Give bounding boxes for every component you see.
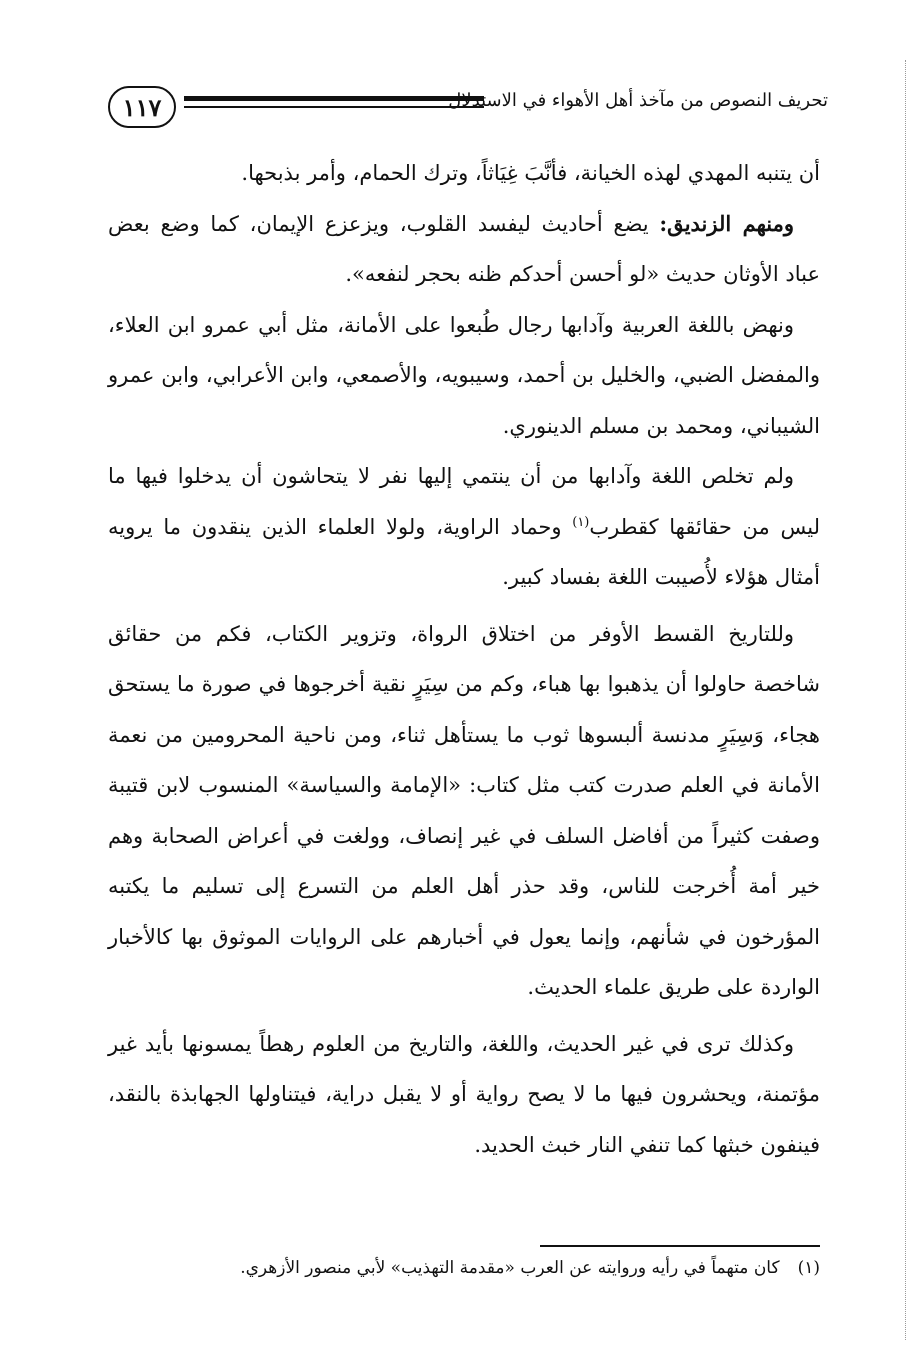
running-title: تحريف النصوص من مآخذ أهل الأهواء في الاستدلال [448,90,828,111]
paragraph-4-text-after: وحماد الراوية، ولولا العلماء الذين ينقدون ما يرويه أمثال هؤلاء لأُصيبت اللغة بفساد كبير. [108,514,820,589]
main-text [108,148,820,1170]
paragraph-4-text-before: ولم تخلص اللغة وآدابها من أن ينتمي إليها نفر لا يتحاشون أن يدخلوا فيها ما ليس من حقائقها كقطرب [108,464,820,539]
header-rule-thin [184,106,484,108]
footnote-text: كان متهماً في رأيه وروايته عن العرب «مقدمة التهذيب» لأبي منصور الأزهري. [240,1258,780,1278]
paragraph-2-text: يضع أحاديث ليفسد القلوب، ويزعزع الإيمان، كما وضع بعض عباد الأوثان حديث «لو أحسن أحدكم ظنه بحجر لنفعه». [108,211,820,286]
paragraph-6 [108,1019,820,1171]
footnote-separator [540,1245,820,1247]
paragraph-1-text: أن يتنبه المهدي لهذه الخيانة، فأنَّبَ غِيَاثاً، وترك الحمام، وأمر بذبحها. [241,161,820,185]
paragraph-1 [108,148,820,199]
page-header [108,86,828,130]
footnote-reference[interactable]: (١) [572,514,590,530]
paragraph-3 [108,300,820,452]
paragraph-6-text: وكذلك ترى في غير الحديث، واللغة، والتاريخ من العلوم رهطاً يمسونها بأيد غير مؤتمنة، ويحشرون فيها ما لا يصح رواية أو لا يقبل دراية، فيتناولها الجهابذة بالنقد، فينفون خبثها كما تنفي النار خبث الحديد. [108,1031,820,1157]
paragraph-2-lead: ومنهم الزنديق: [659,210,794,236]
paragraph-2 [108,199,820,300]
paragraph-5 [108,609,820,1013]
header-rule-thick [184,96,484,101]
paragraph-5-text: وللتاريخ القسط الأوفر من اختلاق الرواة، وتزوير الكتاب، فكم من حقائق شاخصة حاولوا أن يذهبوا بها هباء، وكم من سِيَرٍ نقية أخرجوها في صورة ما يستحق هجاء، وَسِيَرٍ مدنسة ألبسوها ثوب ما يستأهل ثناء، ومن ناحية المحرومين من نعمة الأمانة في العلم صدرت كتب مثل كتاب: «الإمامة والسياسة» المنسوب لابن قتيبة وصفت كثيراً من أفاضل السلف في غير إنصاف، وولغت في أعراض الصحابة وهم خير أمة أُخرجت للناس، وقد حذر أهل العلم من التسرع إلى تسليم ما يكتبه المؤرخون في شأنهم، وإنما يعول في أخبارهم على الروايات الموثوق بها كالأخبار الواردة على طريق علماء الحديث. [108,621,820,999]
page-number: ١١٧ [108,86,176,128]
footnote [108,1254,820,1282]
paragraph-3-text: ونهض باللغة العربية وآدابها رجال طُبعوا على الأمانة، مثل أبي عمرو ابن العلاء، والمفضل الضبي، والخليل بن أحمد، وسيبويه، والأصمعي، وابن الأعرابي، وابن عمرو الشيباني، ومحمد بن مسلم الدينوري. [108,312,820,438]
paragraph-4 [108,451,820,603]
page-edge-dots [905,60,910,1340]
footnote-number: (١) [797,1258,820,1278]
